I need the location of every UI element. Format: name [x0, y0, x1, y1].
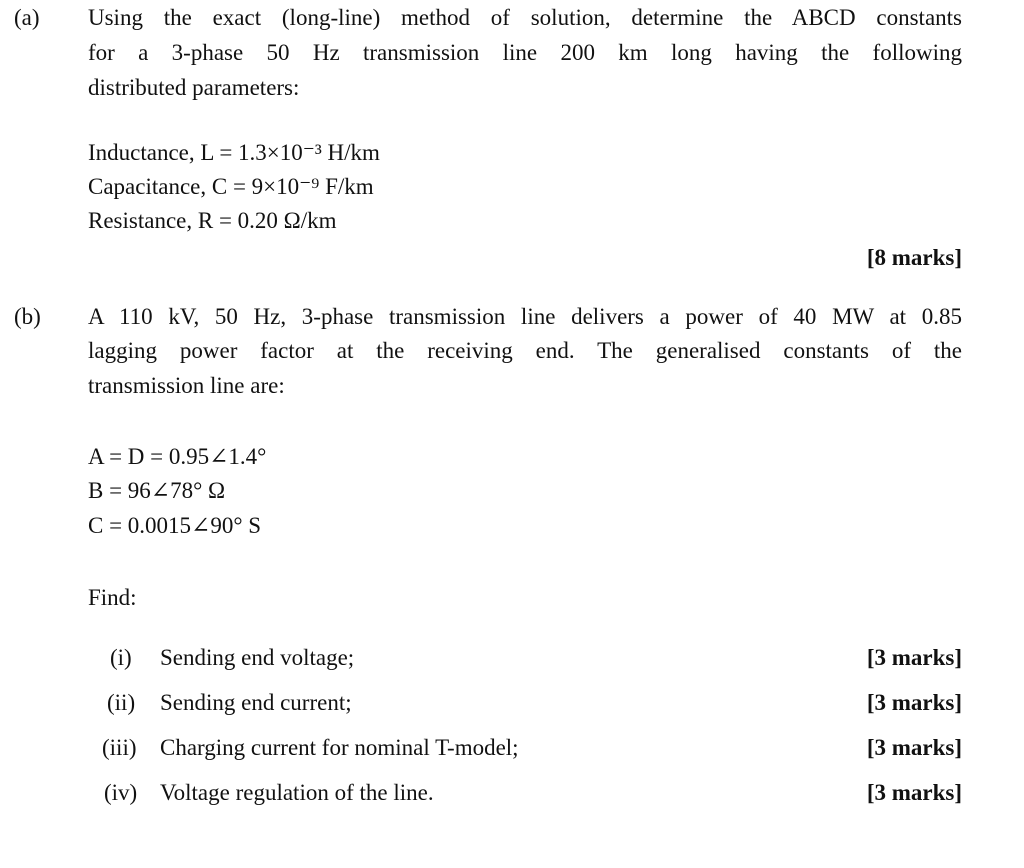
parameter-capacitance: Capacitance, C = 9×10⁻⁹ F/km	[88, 174, 374, 199]
part-b-text-line: transmission line are:	[88, 373, 285, 398]
sub-question-marks: [3 marks]	[866, 780, 962, 805]
sub-question-text: Sending end current;	[160, 690, 352, 715]
part-a-text-line: Using the exact (long-line) method of solution, determine the ABCD constants	[88, 5, 962, 30]
sub-question-text: Voltage regulation of the line.	[160, 780, 434, 805]
part-b-text-line: lagging power factor at the receiving end. The generalised constants of the	[88, 338, 962, 363]
sub-question-number: (i)	[110, 645, 132, 670]
part-a-label: (a)	[14, 5, 40, 30]
parameter-inductance: Inductance, L = 1.3×10⁻³ H/km	[88, 140, 380, 165]
constant-a-d: A = D = 0.95∠1.4°	[88, 444, 267, 469]
sub-question-marks: [3 marks]	[866, 735, 962, 760]
part-a-marks: [8 marks]	[866, 245, 962, 270]
part-a-text-line: for a 3-phase 50 Hz transmission line 200 km long having the following	[88, 40, 962, 65]
sub-question-number: (iii)	[102, 735, 137, 760]
sub-question-marks: [3 marks]	[866, 690, 962, 715]
part-a-text-line: distributed parameters:	[88, 75, 300, 100]
sub-question-number: (iv)	[104, 780, 138, 805]
find-label: Find:	[88, 585, 137, 610]
sub-question-text: Charging current for nominal T-model;	[160, 735, 519, 760]
constant-b: B = 96∠78° Ω	[88, 478, 226, 503]
part-b-label: (b)	[14, 304, 41, 329]
sub-question-text: Sending end voltage;	[160, 645, 355, 670]
parameter-resistance: Resistance, R = 0.20 Ω/km	[88, 208, 337, 233]
constant-c: C = 0.0015∠90° S	[88, 513, 262, 538]
sub-question-number: (ii)	[107, 690, 136, 715]
part-b-text-line: A 110 kV, 50 Hz, 3-phase transmission line delivers a power of 40 MW at 0.85	[88, 304, 962, 329]
sub-question-marks: [3 marks]	[866, 645, 962, 670]
